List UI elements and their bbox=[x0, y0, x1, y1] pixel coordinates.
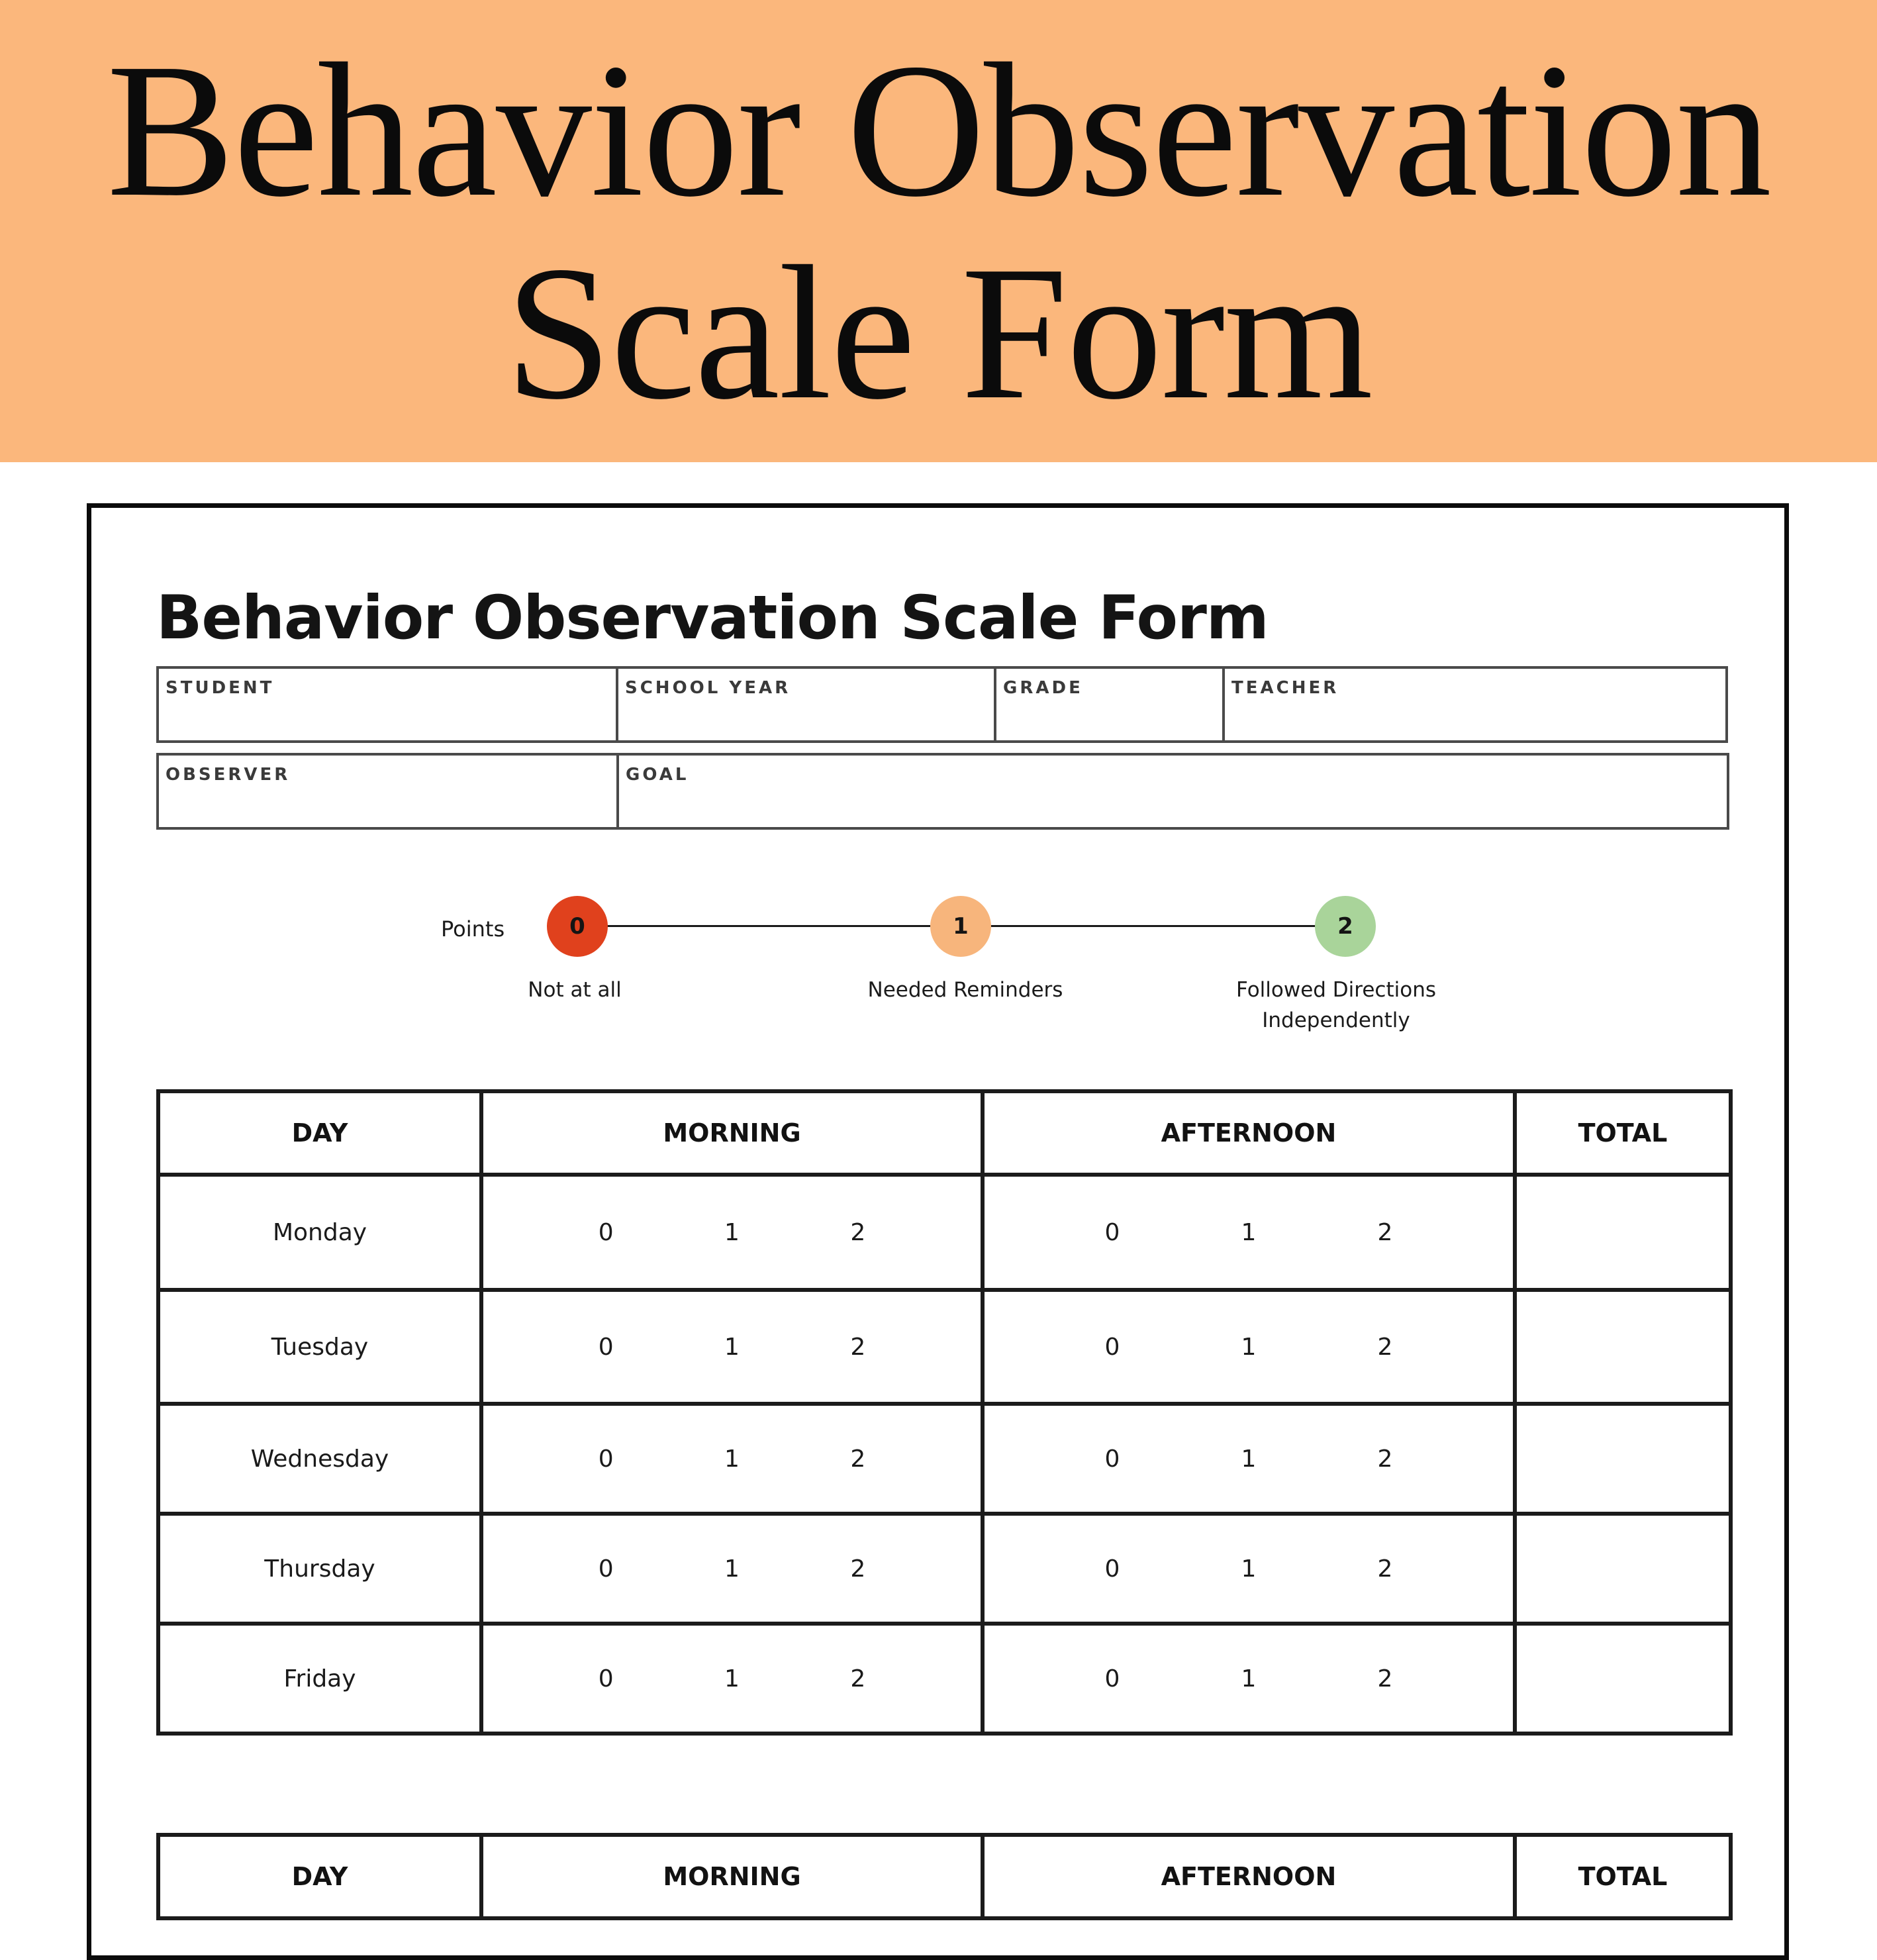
goal-label: GOAL bbox=[626, 765, 689, 785]
point-0-dot: 0 bbox=[547, 896, 608, 957]
afternoon-score-option[interactable]: 2 bbox=[1377, 1665, 1393, 1692]
grade-field[interactable] bbox=[994, 666, 1222, 743]
header-day: DAY bbox=[158, 1091, 481, 1175]
afternoon-score-option[interactable]: 1 bbox=[1241, 1218, 1257, 1246]
total-cell[interactable] bbox=[1515, 1290, 1731, 1404]
point-2-caption bbox=[1197, 975, 1475, 1036]
banner-title-line-1: Behavior Observation bbox=[107, 24, 1770, 236]
morning-score-options bbox=[483, 1219, 981, 1246]
morning-score-option[interactable]: 1 bbox=[724, 1218, 740, 1246]
day-cell: Tuesday bbox=[158, 1290, 481, 1404]
header-afternoon: AFTERNOON bbox=[983, 1835, 1515, 1918]
points-label: Points bbox=[441, 916, 505, 942]
morning-score-option[interactable]: 1 bbox=[724, 1665, 740, 1692]
afternoon-score-option[interactable]: 0 bbox=[1104, 1665, 1120, 1692]
point-2-caption-line-2: Independently bbox=[1262, 1008, 1410, 1032]
observer-label: OBSERVER bbox=[166, 765, 291, 785]
afternoon-score-option[interactable]: 1 bbox=[1241, 1333, 1257, 1361]
afternoon-score-cell bbox=[983, 1514, 1515, 1624]
day-cell: Friday bbox=[158, 1624, 481, 1734]
info-row-2 bbox=[156, 753, 1728, 830]
title-banner bbox=[0, 0, 1877, 462]
morning-score-cell bbox=[481, 1514, 983, 1624]
morning-score-option[interactable]: 0 bbox=[598, 1445, 614, 1473]
morning-score-options bbox=[483, 1665, 981, 1692]
afternoon-score-option[interactable]: 2 bbox=[1377, 1333, 1393, 1361]
header-afternoon: AFTERNOON bbox=[983, 1091, 1515, 1175]
morning-score-cell bbox=[481, 1624, 983, 1734]
morning-score-option[interactable]: 0 bbox=[598, 1218, 614, 1246]
afternoon-score-option[interactable]: 0 bbox=[1104, 1445, 1120, 1473]
morning-score-option[interactable]: 0 bbox=[598, 1665, 614, 1692]
morning-score-cell bbox=[481, 1175, 983, 1290]
afternoon-score-option[interactable]: 0 bbox=[1104, 1333, 1120, 1361]
morning-score-options bbox=[483, 1446, 981, 1473]
afternoon-score-cell bbox=[983, 1175, 1515, 1290]
header-total: TOTAL bbox=[1515, 1835, 1731, 1918]
banner-title-line-2: Scale Form bbox=[505, 226, 1372, 439]
morning-score-options bbox=[483, 1334, 981, 1361]
total-cell[interactable] bbox=[1515, 1514, 1731, 1624]
morning-score-option[interactable]: 1 bbox=[724, 1555, 740, 1583]
table-row bbox=[158, 1175, 1731, 1290]
morning-score-option[interactable]: 2 bbox=[850, 1555, 866, 1583]
afternoon-score-cell bbox=[983, 1624, 1515, 1734]
afternoon-score-options bbox=[985, 1555, 1513, 1583]
morning-score-option[interactable]: 0 bbox=[598, 1555, 614, 1583]
header-morning: MORNING bbox=[481, 1835, 983, 1918]
school-year-label: SCHOOL YEAR bbox=[625, 678, 791, 698]
morning-score-cell bbox=[481, 1290, 983, 1404]
observation-table-2 bbox=[156, 1833, 1733, 1920]
morning-score-option[interactable]: 0 bbox=[598, 1333, 614, 1361]
point-2-dot: 2 bbox=[1315, 896, 1376, 957]
afternoon-score-options bbox=[985, 1446, 1513, 1473]
morning-score-option[interactable]: 2 bbox=[850, 1333, 866, 1361]
morning-score-option[interactable]: 2 bbox=[850, 1665, 866, 1692]
afternoon-score-options bbox=[985, 1219, 1513, 1246]
teacher-label: TEACHER bbox=[1231, 678, 1339, 698]
morning-score-option[interactable]: 1 bbox=[724, 1445, 740, 1473]
total-cell[interactable] bbox=[1515, 1175, 1731, 1290]
afternoon-score-options bbox=[985, 1334, 1513, 1361]
afternoon-score-option[interactable]: 2 bbox=[1377, 1555, 1393, 1583]
student-label: STUDENT bbox=[166, 678, 275, 698]
school-year-field[interactable] bbox=[616, 666, 994, 743]
afternoon-score-cell bbox=[983, 1404, 1515, 1514]
point-1-caption: Needed Reminders bbox=[867, 978, 1063, 1002]
grade-label: GRADE bbox=[1003, 678, 1083, 698]
point-0-caption: Not at all bbox=[528, 978, 622, 1002]
morning-score-option[interactable]: 2 bbox=[850, 1445, 866, 1473]
day-cell: Monday bbox=[158, 1175, 481, 1290]
afternoon-score-option[interactable]: 0 bbox=[1104, 1555, 1120, 1583]
form-heading: Behavior Observation Scale Form bbox=[156, 583, 1269, 653]
day-cell: Thursday bbox=[158, 1514, 481, 1624]
header-morning: MORNING bbox=[481, 1091, 983, 1175]
table-row bbox=[158, 1404, 1731, 1514]
total-cell[interactable] bbox=[1515, 1624, 1731, 1734]
afternoon-score-options bbox=[985, 1665, 1513, 1692]
afternoon-score-option[interactable]: 1 bbox=[1241, 1665, 1257, 1692]
afternoon-score-cell bbox=[983, 1290, 1515, 1404]
afternoon-score-option[interactable]: 2 bbox=[1377, 1218, 1393, 1246]
observation-table bbox=[156, 1089, 1733, 1736]
teacher-field[interactable] bbox=[1222, 666, 1728, 743]
point-2-caption-line-1: Followed Directions bbox=[1235, 978, 1437, 1002]
afternoon-score-option[interactable]: 1 bbox=[1241, 1445, 1257, 1473]
table-row bbox=[158, 1514, 1731, 1624]
table-row bbox=[158, 1290, 1731, 1404]
afternoon-score-option[interactable]: 2 bbox=[1377, 1445, 1393, 1473]
morning-score-option[interactable]: 2 bbox=[850, 1218, 866, 1246]
morning-score-options bbox=[483, 1555, 981, 1583]
day-cell: Wednesday bbox=[158, 1404, 481, 1514]
goal-field[interactable] bbox=[616, 753, 1729, 830]
header-day: DAY bbox=[158, 1835, 481, 1918]
student-field[interactable] bbox=[156, 666, 616, 743]
afternoon-score-option[interactable]: 1 bbox=[1241, 1555, 1257, 1583]
point-1-dot: 1 bbox=[930, 896, 991, 957]
observer-field[interactable] bbox=[156, 753, 616, 830]
morning-score-cell bbox=[481, 1404, 983, 1514]
table-row bbox=[158, 1624, 1731, 1734]
info-row-1 bbox=[156, 666, 1728, 743]
header-total: TOTAL bbox=[1515, 1091, 1731, 1175]
morning-score-option[interactable]: 1 bbox=[724, 1333, 740, 1361]
total-cell[interactable] bbox=[1515, 1404, 1731, 1514]
afternoon-score-option[interactable]: 0 bbox=[1104, 1218, 1120, 1246]
